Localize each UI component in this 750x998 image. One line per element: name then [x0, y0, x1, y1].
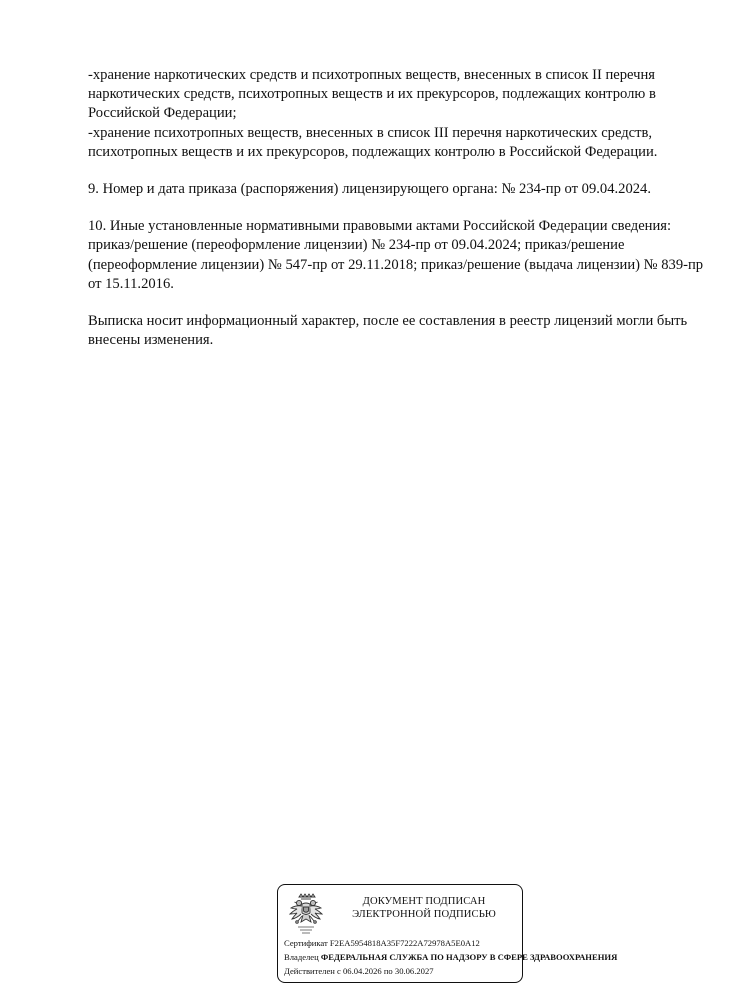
russian-coat-of-arms-icon	[286, 891, 326, 937]
validity-from: 06.04.2026	[343, 966, 382, 976]
certificate-value: F2EA5954818A35F7222A72978A5E0A12	[329, 938, 480, 948]
stamp-title	[334, 895, 514, 921]
owner-label: Владелец	[284, 952, 319, 962]
validity-to: 30.06.2027	[394, 966, 434, 976]
owner-value: ФЕДЕРАЛЬНАЯ СЛУЖБА ПО НАДЗОРУ В СФЕРЕ ЗДРАВООХРАНЕНИЯ	[320, 952, 618, 962]
paragraph-storage-list-2: -хранение наркотических средств и психотропных веществ, внесенных в список II перечня наркотических средств, психотропных веществ и их прекурсоров, подлежащих контролю в Российской Федерации;	[88, 67, 656, 122]
paragraph-order-number: 9. Номер и дата приказа (распоряжения) лицензирующего органа: № 234-пр от 09.04.2024.	[88, 181, 651, 198]
paragraph-storage-list-3: -хранение психотропных веществ, внесенных в список III перечня наркотических средств, психотропных веществ и их прекурсоров, подлежащих контролю в Российской Федерации.	[88, 124, 658, 160]
certificate-line	[284, 938, 480, 949]
validity-label: Действителен с	[284, 966, 341, 976]
document-body	[88, 66, 713, 350]
electronic-signature-stamp	[277, 884, 618, 983]
validity-line	[284, 966, 434, 977]
paragraph-other-info: 10. Иные установленные нормативными правовыми актами Российской Федерации сведения: приказ/решение (переоформление лицензии) № 234-пр от 09.04.2024; приказ/решение (переоформление лицензии) № 547-пр от 29.11.2018; приказ/решение (выдача лицензии) № 839-пр от 15.11.2016.	[88, 218, 704, 292]
paragraph-disclaimer: Выписка носит информационный характер, после ее составления в реестр лицензий могли быть внесены изменения.	[88, 313, 688, 349]
stamp-title-line-2: ЭЛЕКТРОННОЙ ПОДПИСЬЮ	[352, 909, 496, 920]
certificate-label: Сертификат	[284, 938, 328, 948]
stamp-title-line-1: ДОКУМЕНТ ПОДПИСАН	[362, 896, 486, 907]
validity-to-label: по	[383, 966, 393, 976]
owner-line	[284, 952, 617, 963]
